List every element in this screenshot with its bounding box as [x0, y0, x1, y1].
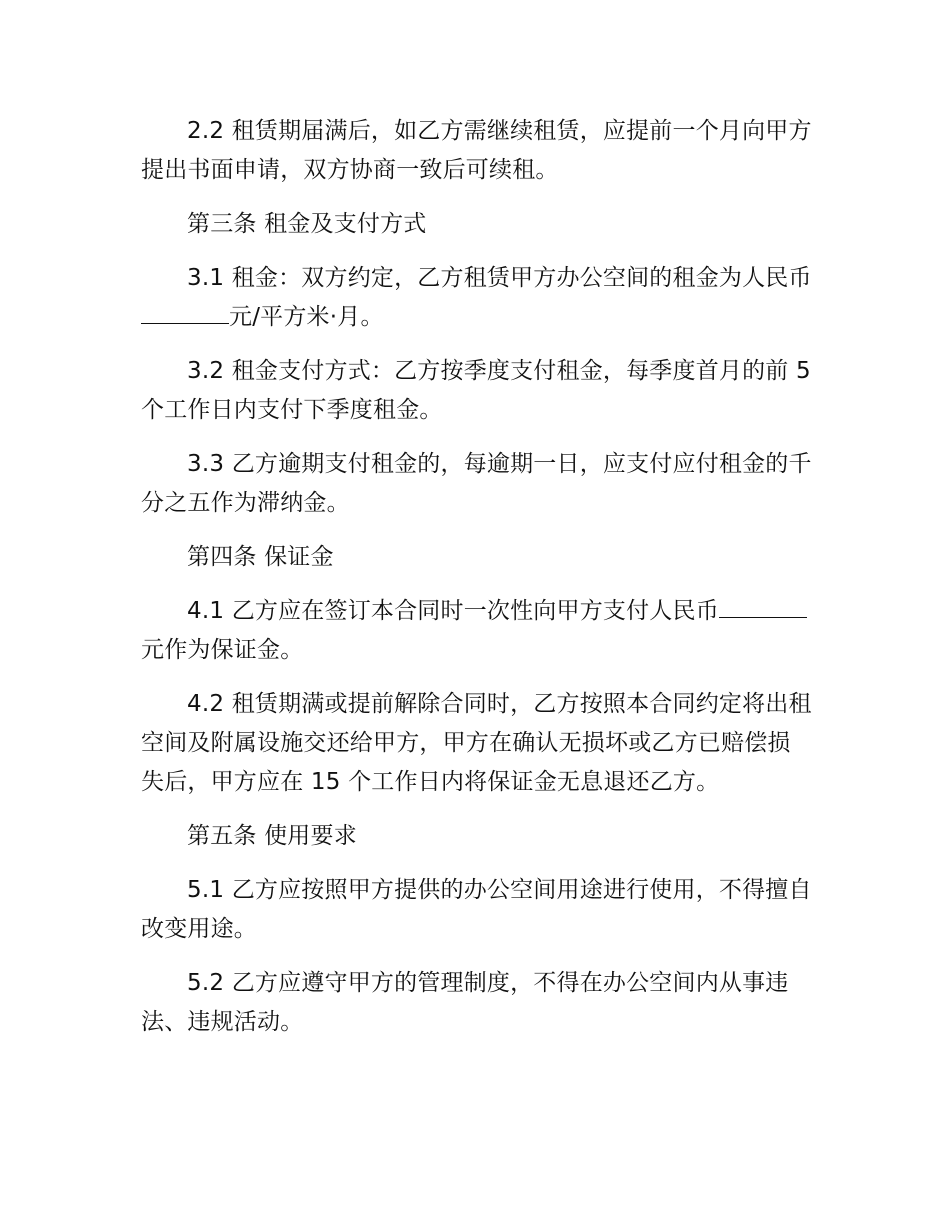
clause-3-1-unit: 元/平方米·月。 [229, 304, 384, 330]
clause-4-1-tail: 元作为保证金。 [141, 637, 304, 663]
clause-5-2: 5.2 乙方应遵守甲方的管理制度，不得在办公空间内从事违法、违规活动。 [141, 970, 789, 1035]
rent-amount-blank [141, 303, 229, 324]
clause-3-1 [141, 259, 813, 337]
clause-2-2: 2.2 租赁期届满后，如乙方需继续租赁，应提前一个月向甲方提出书面申请，双方协商一致后可续租。 [141, 118, 812, 183]
contract-page [141, 112, 813, 1042]
clause-3-2: 3.2 租金支付方式：乙方按季度支付租金，每季度首月的前 5 个工作日内支付下季度租金。 [141, 358, 811, 423]
clause-3-1-text: 3.1 租金：双方约定，乙方租赁甲方办公空间的租金为人民币 [187, 265, 812, 291]
deposit-amount-blank [719, 597, 807, 618]
clause-4-1 [141, 592, 813, 670]
clause-5-1: 5.1 乙方应按照甲方提供的办公空间用途进行使用，不得擅自改变用途。 [141, 877, 812, 942]
article-5-heading: 第五条 使用要求 [187, 823, 357, 849]
clause-3-3: 3.3 乙方逾期支付租金的，每逾期一日，应支付应付租金的千分之五作为滞纳金。 [141, 451, 812, 516]
clause-4-1-text: 4.1 乙方应在签订本合同时一次性向甲方支付人民币 [187, 598, 719, 624]
article-3-heading: 第三条 租金及支付方式 [187, 211, 427, 237]
article-4-heading: 第四条 保证金 [187, 544, 334, 570]
clause-4-2: 4.2 租赁期满或提前解除合同时，乙方按照本合同约定将出租空间及附属设施交还给甲方，甲方在确认无损坏或乙方已赔偿损失后，甲方应在 15 个工作日内将保证金无息退还乙方。 [141, 691, 812, 795]
